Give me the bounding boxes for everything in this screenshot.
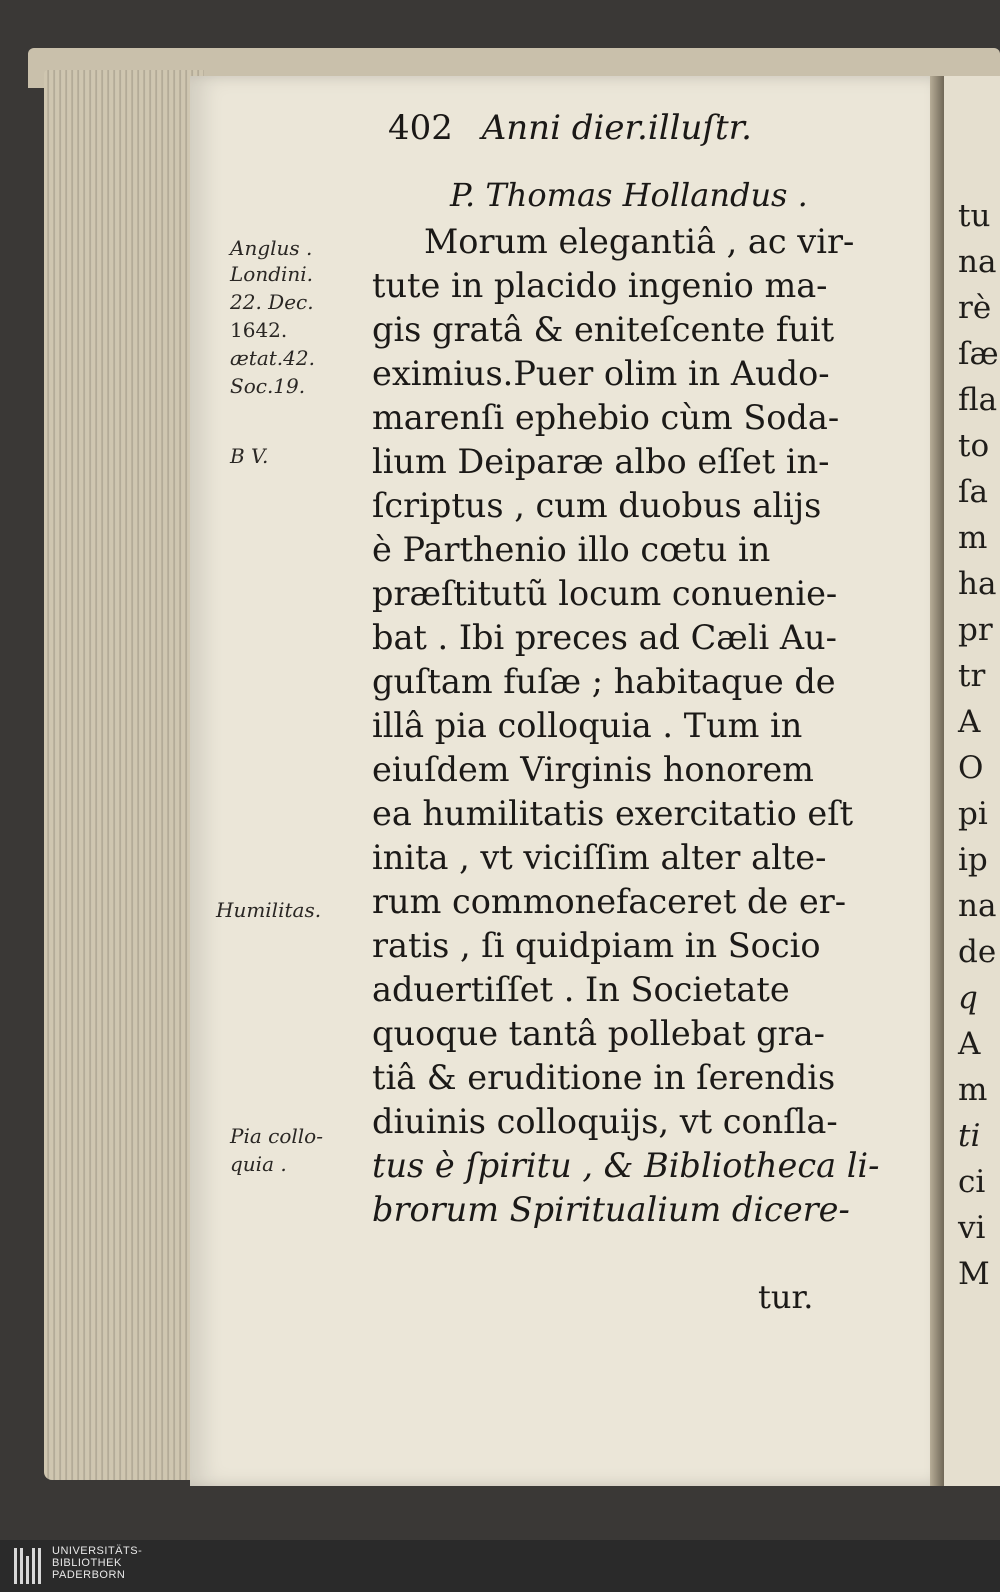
facing-line: A xyxy=(958,1026,981,1062)
library-footer xyxy=(0,1540,1000,1592)
text-line: quoque tantâ pollebat gra- xyxy=(372,1014,825,1053)
page-block-edge xyxy=(44,70,204,1480)
book-gutter xyxy=(930,76,944,1486)
text-line: illâ pia colloquia . Tum in xyxy=(372,706,803,745)
facing-page xyxy=(944,76,1000,1486)
facing-line: ſa xyxy=(958,474,988,510)
facing-line: tr xyxy=(958,658,986,694)
facing-line: m xyxy=(958,1072,988,1108)
text-line: è Parthenio illo cœtu in xyxy=(372,530,771,569)
margin-note: B V. xyxy=(230,444,269,468)
facing-line: fla xyxy=(958,382,998,418)
entry-title: P. Thomas Hollandus . xyxy=(450,176,808,214)
text-line: inita , vt viciſſim alter alte- xyxy=(372,838,827,877)
text-line: diuinis colloquijs, vt conſla- xyxy=(372,1102,838,1141)
text-line: ſcriptus , cum duobus alijs xyxy=(372,486,822,525)
margin-note: 1642. xyxy=(230,318,288,342)
library-logo-icon xyxy=(14,1548,44,1584)
text-line: Morum elegantiâ , ac vir- xyxy=(424,222,855,261)
logo-line: BIBLIOTHEK xyxy=(52,1557,122,1569)
text-line: aduertiſſet . In Societate xyxy=(372,970,790,1009)
margin-note: Humilitas. xyxy=(216,898,322,922)
text-line: eiuſdem Virginis honorem xyxy=(372,750,814,789)
facing-line: vi xyxy=(958,1210,986,1246)
margin-note: Anglus . xyxy=(230,236,313,260)
text-line: rum commonefaceret de er- xyxy=(372,882,847,921)
text-line: præſtitutũ locum conuenie- xyxy=(372,574,838,613)
margin-note: Soc.19. xyxy=(230,374,306,398)
text-line: ea humilitatis exercitatio eſt xyxy=(372,794,854,833)
margin-note: 22. Dec. xyxy=(230,290,314,314)
margin-note: Londini. xyxy=(230,262,314,286)
facing-line: A xyxy=(958,704,981,740)
facing-line: de xyxy=(958,934,997,970)
library-logo-text xyxy=(52,1545,142,1581)
text-line: brorum Spiritualium dicere- xyxy=(372,1190,850,1229)
facing-line: na xyxy=(958,888,997,924)
facing-line: rè xyxy=(958,290,992,326)
facing-line: tu xyxy=(958,198,991,234)
text-line: bat . Ibi preces ad Cæli Au- xyxy=(372,618,837,657)
text-line: guſtam fuſæ ; habitaque de xyxy=(372,662,836,701)
text-line: eximius.Puer olim in Audo- xyxy=(372,354,830,393)
facing-line: to xyxy=(958,428,990,464)
margin-note: Pia collo- xyxy=(230,1124,323,1148)
facing-line: ha xyxy=(958,566,997,602)
text-line: gis gratâ & eniteſcente fuit xyxy=(372,310,835,349)
text-line: lium Deiparæ albo eſſet in- xyxy=(372,442,830,481)
facing-line: M xyxy=(958,1256,990,1292)
margin-note: quia . xyxy=(230,1152,287,1176)
facing-line: ci xyxy=(958,1164,986,1200)
text-line: tute in placido ingenio ma- xyxy=(372,266,828,305)
text-line: tiâ & eruditione in ſerendis xyxy=(372,1058,836,1097)
logo-line: UNIVERSITÄTS- xyxy=(52,1545,143,1557)
facing-line: q xyxy=(958,980,978,1016)
text-line: ratis , ſi quidpiam in Socio xyxy=(372,926,821,965)
logo-line: PADERBORN xyxy=(52,1569,126,1581)
facing-line: m xyxy=(958,520,988,556)
text-line: tus è ſpiritu , & Bibliotheca li- xyxy=(372,1146,880,1185)
facing-line: O xyxy=(958,750,984,786)
page-number: 402 xyxy=(388,108,453,148)
running-title: Anni dier.illuſtr. xyxy=(481,108,752,148)
facing-line: ip xyxy=(958,842,988,878)
text-line: marenſi ephebio cùm Soda- xyxy=(372,398,840,437)
facing-line: na xyxy=(958,244,997,280)
facing-line: pr xyxy=(958,612,993,648)
facing-line: pi xyxy=(958,796,988,832)
margin-note: ætat.42. xyxy=(230,346,315,370)
facing-line: ti xyxy=(958,1118,981,1154)
facing-line: ſæ xyxy=(958,336,999,372)
page-header xyxy=(388,108,752,148)
catchword: tur. xyxy=(758,1278,814,1316)
